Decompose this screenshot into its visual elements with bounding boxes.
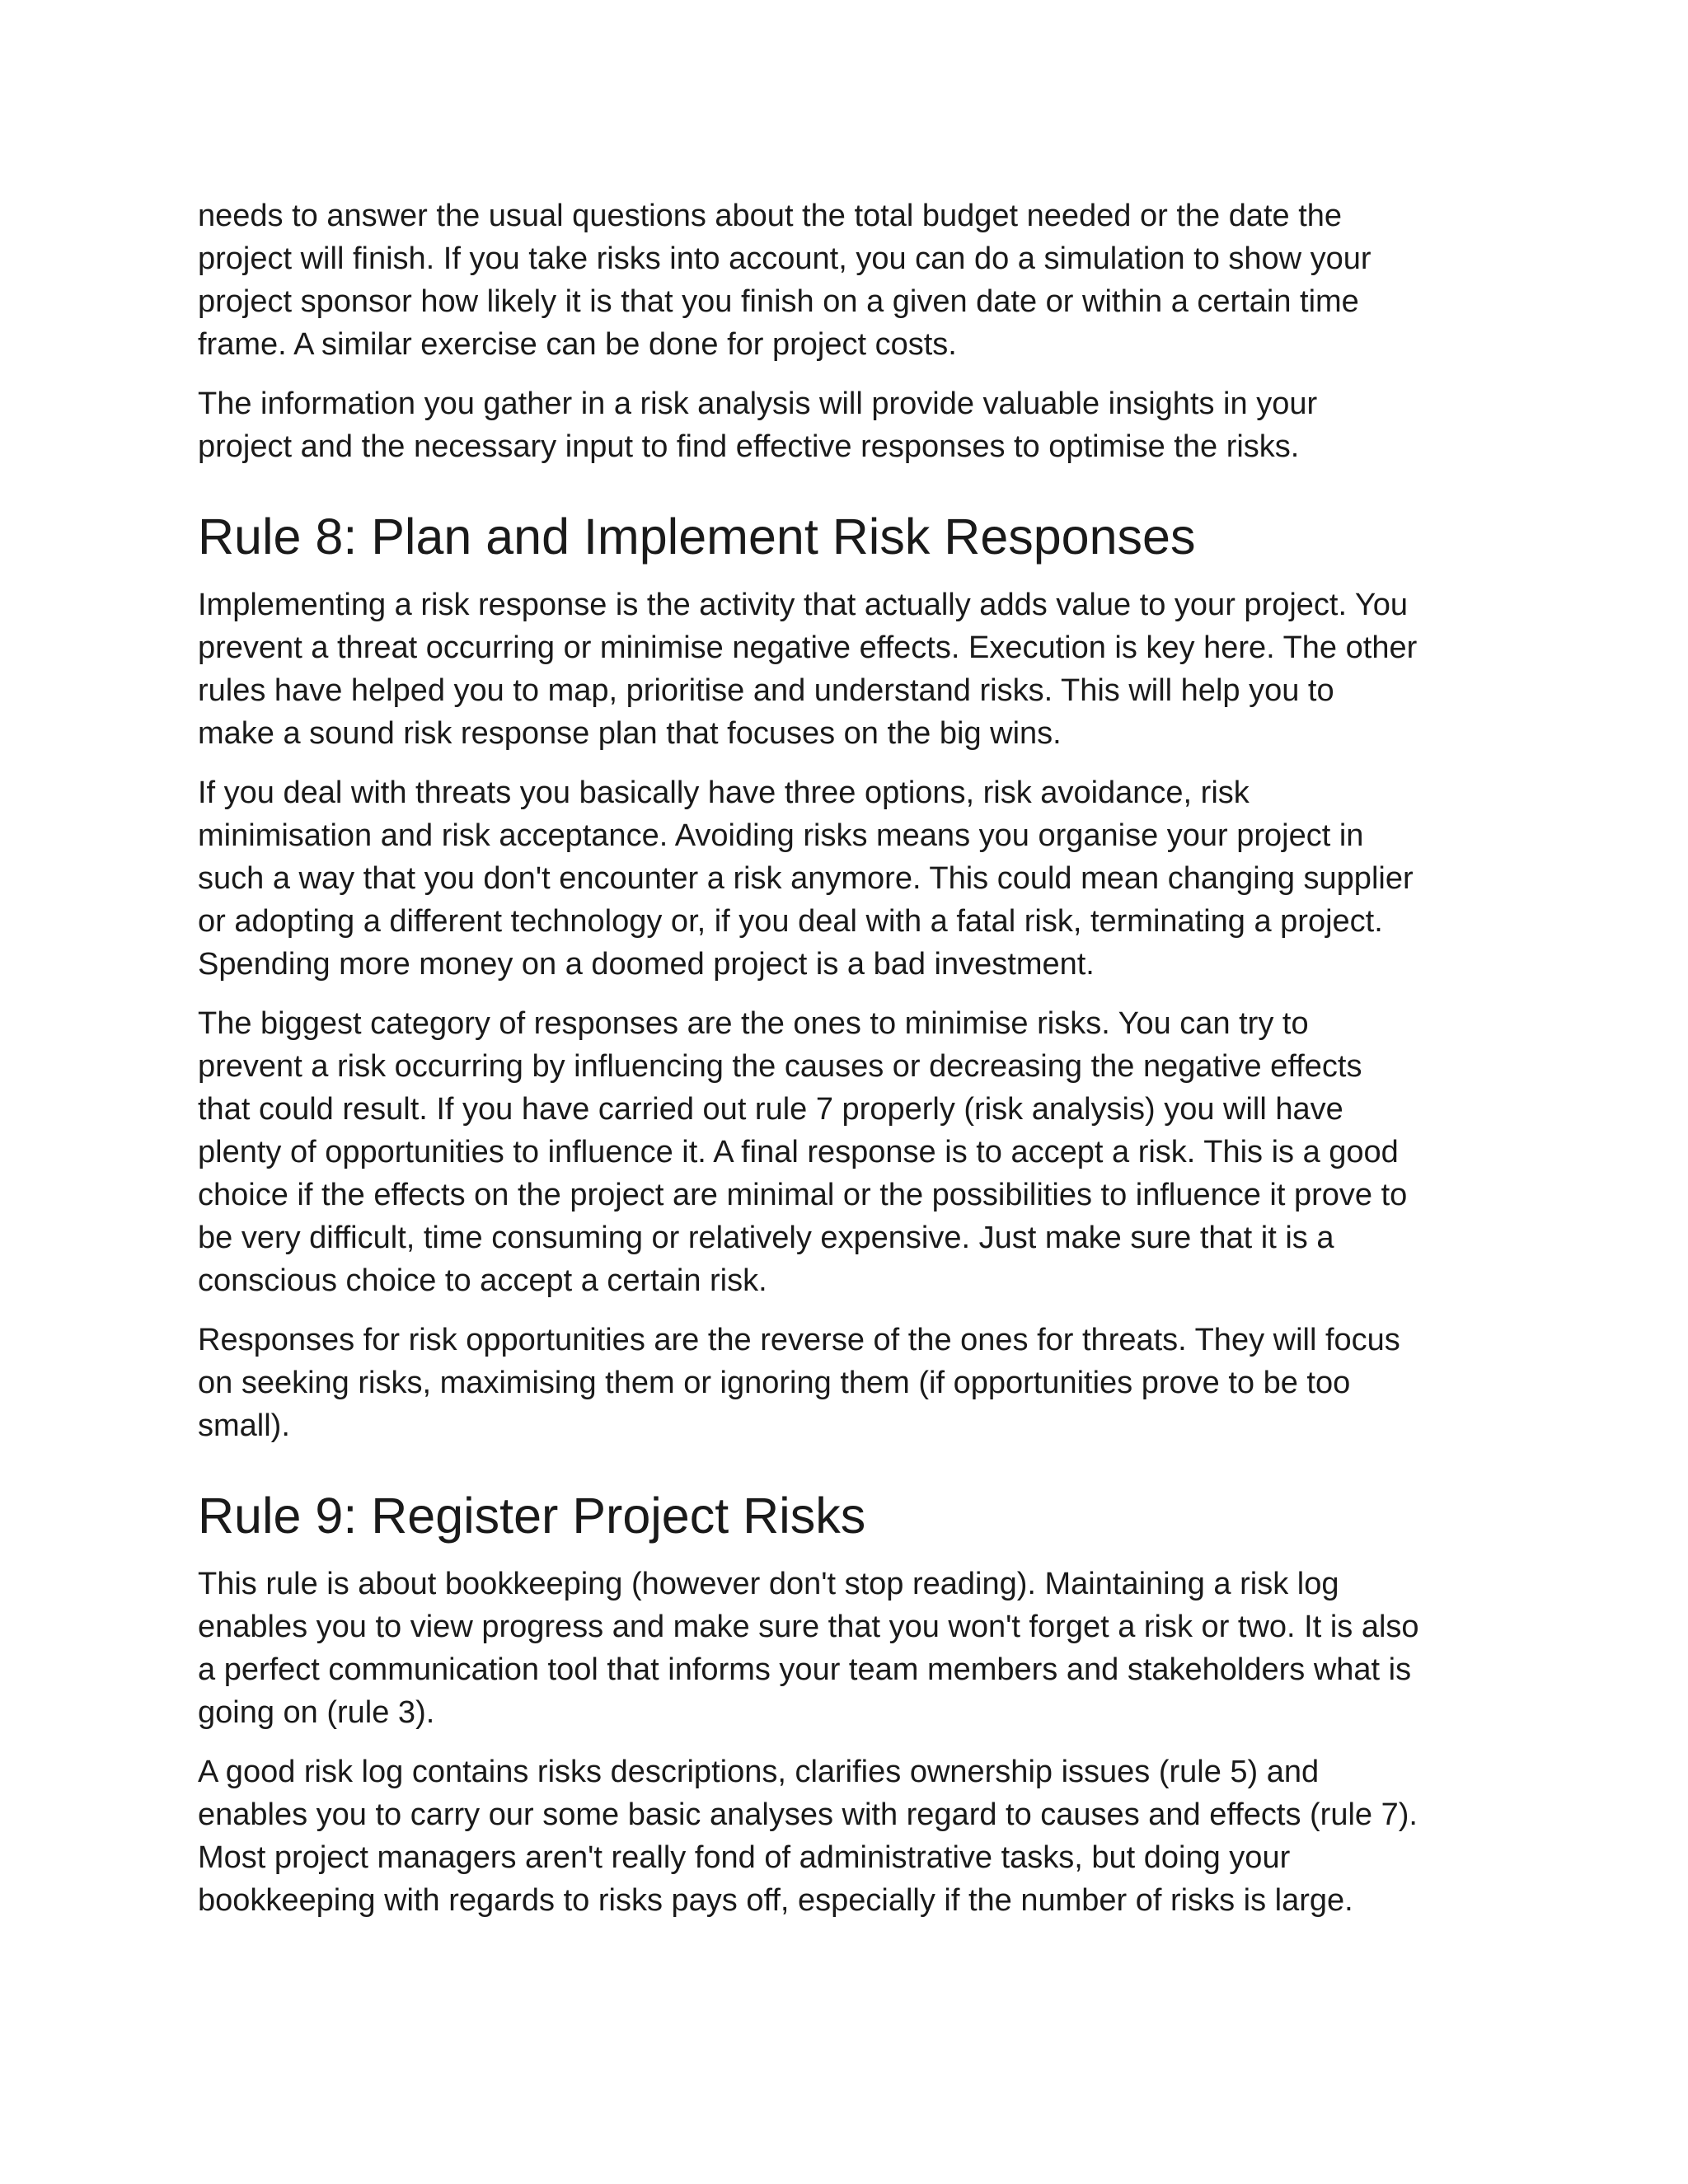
intro-paragraph-1: needs to answer the usual questions about the total budget needed or the date the project will finish. If you take risks into account, you can do a simulation to show your project sponsor how likely it is that you finish on a given date or within a certain time frame. A similar exercise can be done for project costs. <box>198 199 1372 362</box>
rule-8-paragraph-1: Implementing a risk response is the activity that actually adds value to your project. You prevent a threat occurring or minimise negative effects. Execution is key here. The other rules have helped you to map, prioritise and understand risks. This will help you to make a sound risk response plan that focuses on the big wins. <box>198 588 1418 751</box>
document-page <box>198 194 1492 1938</box>
rule-9-paragraph-1: This rule is about bookkeeping (however don't stop reading). Maintaining a risk log enables you to view progress and make sure that you won't forget a risk or two. It is also a perfect communication tool that informs your team members and stakeholders what is going on (rule 3). <box>198 1567 1419 1730</box>
intro-paragraph-2: The information you gather in a risk analysis will provide valuable insights in your project and the necessary input to find effective responses to optimise the risks. <box>198 387 1318 464</box>
rule-9-paragraph-2: A good risk log contains risks descriptions, clarifies ownership issues (rule 5) and enables you to carry our some basic analyses with regard to causes and effects (rule 7). Most project managers aren't really fond of administrative tasks, but doing your bookkeeping with regards to risks pays off, especially if the number of risks is large. <box>198 1755 1418 1918</box>
rule-8-heading: Rule 8: Plan and Implement Risk Responses <box>198 509 1196 565</box>
rule-8-paragraph-3: The biggest category of responses are the ones to minimise risks. You can try to prevent a risk occurring by influencing the causes or decreasing the negative effects that could result. If you have carried out rule 7 properly (risk analysis) you will have plenty of opportunities to influence it. A final response is to accept a risk. This is a good choice if the effects on the project are minimal or the possibilities to influence it prove to be very difficult, time consuming or relatively expensive. Just make sure that it is a conscious choice to accept a certain risk. <box>198 1006 1408 1298</box>
rule-9-heading: Rule 9: Register Project Risks <box>198 1488 866 1544</box>
rule-8-paragraph-4: Responses for risk opportunities are the reverse of the ones for threats. They will focus on seeking risks, maximising them or ignoring them (if opportunities prove to be too small). <box>198 1323 1400 1443</box>
rule-8-paragraph-2: If you deal with threats you basically have three options, risk avoidance, risk minimisation and risk acceptance. Avoiding risks means you organise your project in such a way that you don't encounter a risk anymore. This could mean changing supplier or adopting a different technology or, if you deal with a fatal risk, terminating a project. Spending more money on a doomed project is a bad investment. <box>198 776 1414 982</box>
